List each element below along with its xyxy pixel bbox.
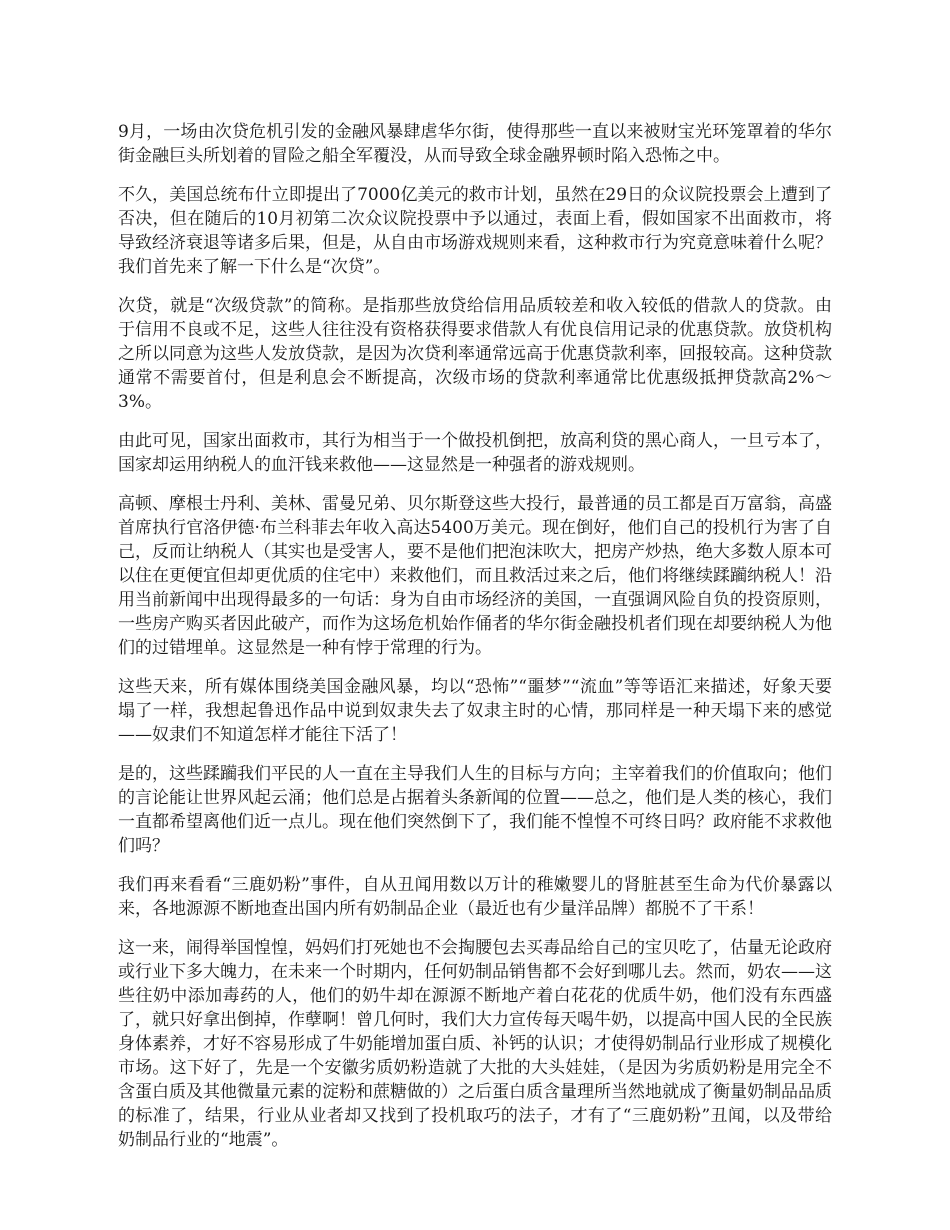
paragraph-5: 高顿、摩根士丹利、美林、雷曼兄弟、贝尔斯登这些大投行，最普通的员工都是百万富翁，高盛首席执行官洛伊德·布兰科菲去年收入高达5400万美元。现在倒好，他们自己的投机行为害了自己，反而让纳税人（其实也是受害人，要不是他们把泡沫吹大，把房产炒热，绝大多数人原本可以住在更便宜但却更优质的住宅中）来救他们，而且救活过来之后，他们将继续蹂躏纳税人！沿用当前新闻中出现得最多的一句话：身为自由市场经济的美国，一直强调风险自负的投资原则，一些房产购买者因此破产，而作为这场危机始作俑者的华尔街金融投机者们现在却要纳税人为他们的过错埋单。这显然是一种有悖于常理的行为。 (118, 494, 832, 658)
paragraph-7: 是的，这些蹂躏我们平民的人一直在主导我们人生的目标与方向；主宰着我们的价值取向；他们的言论能让世界风起云涌；他们总是占据着头条新闻的位置——总之，他们是人类的核心，我们一直都希望离他们近一点儿。现在他们突然倒下了，我们能不惶惶不可终日吗？政府能不求救他们吗？ (118, 764, 832, 856)
paragraph-2: 不久，美国总统布什立即提出了7000亿美元的救市计划，虽然在29日的众议院投票会上遭到了否决，但在随后的10月初第二次众议院投票中予以通过，表面上看，假如国家不出面救市，将导致经济衰退等诸多后果，但是，从自由市场游戏规则来看，这种救市行为究竟意味着什么呢？我们首先来了解一下什么是“次贷”。 (118, 185, 832, 277)
paragraph-4: 由此可见，国家出面救市，其行为相当于一个做投机倒把，放高利贷的黑心商人，一旦亏本了，国家却运用纳税人的血汗钱来救他——这显然是一种强者的游戏规则。 (118, 431, 832, 475)
paragraph-1: 9月，一场由次贷危机引发的金融风暴肆虐华尔街，使得那些一直以来被财宝光环笼罩着的华尔街金融巨头所划着的冒险之船全军覆没，从而导致全球金融界顿时陷入恐怖之中。 (118, 122, 832, 166)
paragraph-9: 这一来，闹得举国惶惶，妈妈们打死她也不会掏腰包去买毒品给自己的宝贝吃了，估量无论政府或行业下多大魄力，在未来一个时期内，任何奶制品销售都不会好到哪儿去。然而，奶农——这些往奶中添加毒药的人，他们的奶牛却在源源不断地产着白花花的优质牛奶，他们没有东西盛了，就只好拿出倒掉，作孽啊！曾几何时，我们大力宣传每天喝牛奶，以提高中国人民的全民族身体素养，才好不容易形成了牛奶能增加蛋白质、补钙的认识；才使得奶制品行业形成了规模化市场。这下好了，先是一个安徽劣质奶粉造就了大批的大头娃娃，（是因为劣质奶粉是用完全不含蛋白质及其他微量元素的淀粉和蔗糖做的）之后蛋白质含量理所当然地就成了衡量奶制品品质的标准了，结果，行业从业者却又找到了投机取巧的法子，才有了“三鹿奶粉”丑闻，以及带给奶制品行业的“地震”。 (118, 938, 832, 1150)
paragraph-3: 次贷，就是“次级贷款”的简称。是指那些放贷给信用品质较差和收入较低的借款人的贷款。由于信用不良或不足，这些人往往没有资格获得要求借款人有优良信用记录的优惠贷款。放贷机构之所以同意为这些人发放贷款，是因为次贷利率通常远高于优惠贷款利率，回报较高。这种贷款通常不需要首付，但是利息会不断提高，次级市场的贷款利率通常比优惠级抵押贷款高2%～3%。 (118, 296, 832, 412)
paragraph-6: 这些天来，所有媒体围绕美国金融风暴，均以“恐怖”“噩梦”“流血”等等语汇来描述，好象天要塌了一样，我想起鲁迅作品中说到奴隶失去了奴隶主时的心情，那同样是一种天塌下来的感觉——奴隶们不知道怎样才能往下活了！ (118, 677, 832, 745)
paragraph-8: 我们再来看看“三鹿奶粉”事件，自从丑闻用数以万计的稚嫩婴儿的肾脏甚至生命为代价暴露以来，各地源源不断地查出国内所有奶制品企业（最近也有少量洋品牌）都脱不了干系！ (118, 875, 832, 919)
